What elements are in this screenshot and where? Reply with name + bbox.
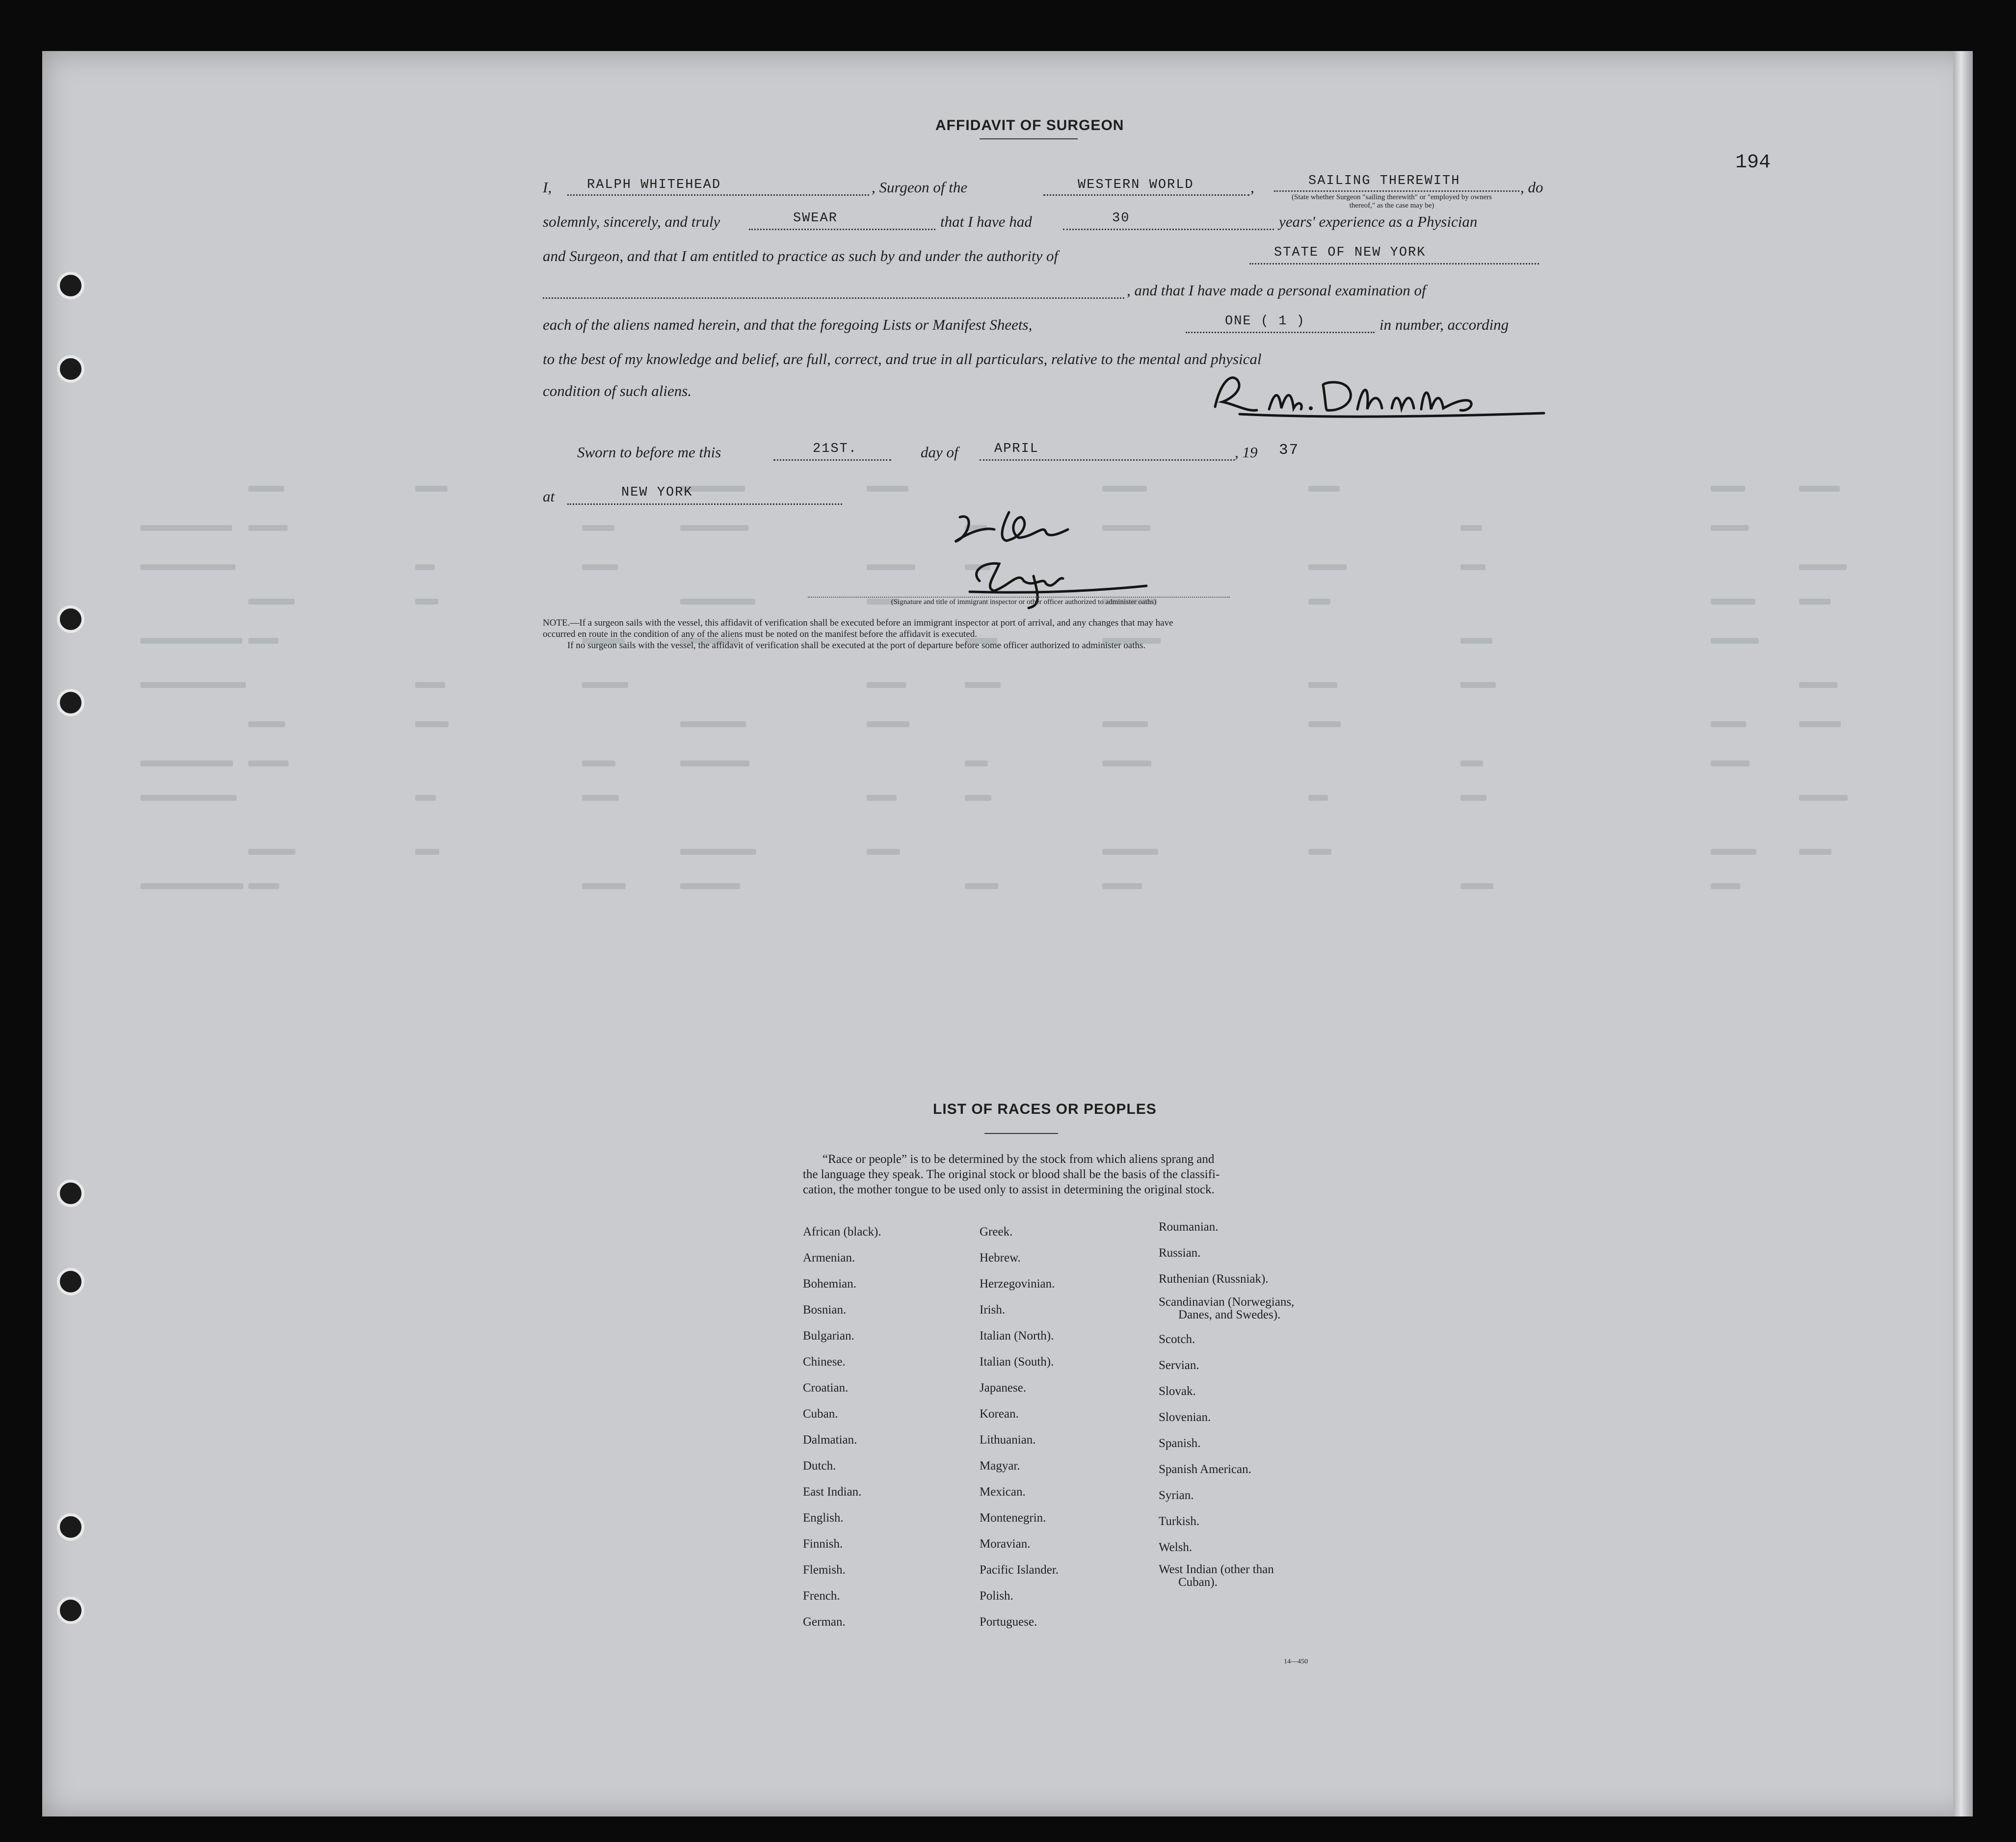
inspector-signature-caption: (Signature and title of immigrant inspector or other officer authorized to administer oaths)	[891, 598, 1157, 606]
years-line	[1063, 229, 1274, 230]
race-item: Turkish.	[1159, 1515, 1200, 1528]
race-item: Montenegrin.	[980, 1511, 1046, 1525]
form-number: 14—450	[1284, 1658, 1308, 1665]
binder-hole	[57, 1513, 84, 1541]
month-line	[980, 459, 1235, 461]
sworn-label: Sworn to before me this	[577, 444, 721, 461]
that-i-have-had-label: that I have had	[940, 213, 1032, 230]
race-item: Roumanian.	[1159, 1220, 1219, 1234]
surgeon-name: RALPH WHITEHEAD	[587, 178, 721, 192]
inspector-signature	[940, 502, 1156, 610]
vessel-name: WESTERN WORLD	[1078, 178, 1194, 192]
race-item: English.	[803, 1511, 844, 1525]
authority-line	[1249, 263, 1539, 264]
vessel-line	[1043, 194, 1249, 196]
race-item: Hebrew.	[980, 1251, 1021, 1264]
races-column-1	[803, 1219, 881, 1635]
race-item: Korean.	[980, 1407, 1019, 1421]
years-value: 30	[1112, 211, 1130, 226]
page-number: 194	[1735, 152, 1771, 174]
race-item: Servian.	[1159, 1359, 1199, 1372]
swear-line	[749, 229, 935, 230]
manifest-sheets-label: each of the aliens named herein, and that the foregoing Lists or Manifest Sheets,	[543, 316, 1033, 333]
race-item: African (black).	[803, 1225, 881, 1238]
race-item: Magyar.	[980, 1459, 1020, 1473]
race-item: Syrian.	[1159, 1489, 1194, 1502]
at-label: at	[543, 488, 555, 505]
in-number-label: in number, according	[1379, 316, 1509, 333]
authority-label: and Surgeon, and that I am entitled to practice as such by and under the authority of	[543, 247, 1059, 264]
sworn-day: 21ST.	[813, 442, 858, 456]
comma: ,	[1250, 179, 1254, 196]
races-column-3	[1159, 1214, 1294, 1589]
races-column-2	[980, 1219, 1059, 1635]
bleed-through-row	[140, 758, 1850, 770]
surgeon-name-line	[567, 194, 869, 196]
binder-hole	[57, 1180, 84, 1207]
note-line2: occurred en route in the condition of any of the aliens must be noted on the manifest before the affidavit is executed.	[543, 629, 977, 639]
binder-hole	[57, 355, 84, 383]
binder-hole	[57, 689, 84, 716]
race-item: Polish.	[980, 1589, 1013, 1603]
sailing-note: (State whether Surgeon "sailing therewith" or "employed by owners thereof," as the case may be)	[1291, 193, 1492, 210]
title-rule	[980, 138, 1078, 139]
race-item: Portuguese.	[980, 1615, 1037, 1629]
place-line	[567, 503, 842, 505]
races-column-3-top	[1159, 1214, 1294, 1292]
race-item: Danes, and Swedes).	[1178, 1308, 1281, 1321]
surgeon-signature	[1200, 365, 1554, 424]
bleed-through-row	[140, 880, 1850, 893]
page-edge	[1953, 51, 1973, 1816]
race-item: Ruthenian (Russniak).	[1159, 1272, 1269, 1286]
race-item: East Indian.	[803, 1485, 862, 1499]
day-of-label: day of	[921, 444, 958, 461]
sworn-year: 37	[1279, 442, 1300, 459]
race-item: Welsh.	[1159, 1541, 1193, 1554]
affidavit-title: AFFIDAVIT OF SURGEON	[935, 117, 1124, 133]
day-line	[773, 459, 891, 461]
solemnly-label: solemnly, sincerely, and truly	[543, 213, 720, 230]
race-item: Italian (South).	[980, 1355, 1054, 1368]
race-item: Cuban.	[803, 1407, 838, 1421]
bleed-through-row	[140, 679, 1850, 692]
sheets-value: ONE ( 1 )	[1225, 314, 1305, 329]
race-item-west-indian	[1159, 1560, 1294, 1589]
race-item: Herzegovinian.	[980, 1277, 1055, 1290]
race-item: Mexican.	[980, 1485, 1026, 1499]
race-item: Scandinavian (Norwegians,	[1159, 1295, 1295, 1309]
sailing-status: SAILING THEREWITH	[1308, 174, 1460, 188]
races-title-rule	[984, 1133, 1058, 1134]
race-item: Japanese.	[980, 1381, 1027, 1395]
authority-value: STATE OF NEW YORK	[1274, 245, 1426, 260]
races-intro-line2: the language they speak. The original stock or blood shall be the basis of the classifi-	[803, 1168, 1220, 1181]
affidavit-i: I,	[543, 179, 552, 196]
race-item: Finnish.	[803, 1537, 843, 1551]
race-item: Bosnian.	[803, 1303, 847, 1316]
race-item: Bulgarian.	[803, 1329, 854, 1342]
race-item: Croatian.	[803, 1381, 849, 1395]
race-item: Spanish American.	[1159, 1463, 1251, 1476]
bleed-through-row	[140, 846, 1850, 859]
note-line1: NOTE.—If a surgeon sails with the vessel, this affidavit of verification shall be executed before an immigrant inspector at port of arrival, and any changes that may have	[543, 618, 1173, 628]
manifest-page	[42, 51, 1973, 1816]
note-line3: If no surgeon sails with the vessel, the affidavit of verification shall be executed at the port of departure before some officer authorized to administer oaths.	[567, 640, 1146, 651]
race-item: Scotch.	[1159, 1333, 1195, 1346]
sailing-line	[1274, 190, 1519, 192]
race-item: Russian.	[1159, 1246, 1201, 1260]
race-item: German.	[803, 1615, 846, 1629]
bleed-through-row	[140, 718, 1850, 731]
bleed-through-row	[140, 483, 1850, 496]
races-intro-line3: cation, the mother tongue to be used only to assist in determining the original stock.	[803, 1183, 1215, 1196]
race-item: Bohemian.	[803, 1277, 857, 1290]
race-item: Flemish.	[803, 1563, 846, 1577]
race-item: Spanish.	[1159, 1437, 1201, 1450]
race-item: French.	[803, 1589, 840, 1603]
race-item: Lithuanian.	[980, 1433, 1036, 1447]
sworn-month: APRIL	[994, 442, 1039, 456]
race-item: Italian (North).	[980, 1329, 1054, 1342]
races-intro-line1: “Race or people” is to be determined by the stock from which aliens sprang and	[822, 1153, 1215, 1166]
binder-hole	[57, 1597, 84, 1624]
race-item: Armenian.	[803, 1251, 855, 1264]
race-item: Moravian.	[980, 1537, 1031, 1551]
race-item-scandinavian	[1159, 1292, 1294, 1321]
surgeon-of-label: , Surgeon of the	[872, 179, 968, 196]
race-item: West Indian (other than	[1159, 1563, 1274, 1576]
blank-line	[543, 297, 1124, 299]
years-experience-label: years' experience as a Physician	[1279, 213, 1478, 230]
race-item: Slovak.	[1159, 1385, 1196, 1398]
race-item: Chinese.	[803, 1355, 846, 1368]
race-item: Cuban).	[1178, 1576, 1218, 1589]
sheets-line	[1186, 332, 1375, 333]
binder-hole	[57, 1268, 84, 1295]
do-label: , do	[1520, 179, 1543, 196]
race-item: Dalmatian.	[803, 1433, 857, 1447]
examination-label: , and that I have made a personal examination of	[1127, 282, 1426, 299]
sworn-place: NEW YORK	[621, 485, 693, 500]
race-item: Slovenian.	[1159, 1411, 1211, 1424]
races-title: LIST OF RACES OR PEOPLES	[933, 1101, 1157, 1117]
race-item: Irish.	[980, 1303, 1006, 1316]
race-item: Greek.	[980, 1225, 1013, 1238]
inspector-signature-line	[808, 597, 1230, 598]
race-item: Dutch.	[803, 1459, 836, 1473]
bleed-through-row	[140, 792, 1850, 805]
year-prefix: , 19	[1235, 444, 1258, 461]
affidavit-line7: condition of such aliens.	[543, 382, 692, 399]
race-item: Pacific Islander.	[980, 1563, 1059, 1577]
binder-hole	[57, 605, 84, 633]
affidavit-line6: to the best of my knowledge and belief, are full, correct, and true in all particulars, relative to the mental and physical	[543, 350, 1262, 368]
binder-hole	[57, 272, 84, 299]
swear-value: SWEAR	[793, 211, 838, 226]
races-column-3-bottom	[1159, 1321, 1294, 1560]
